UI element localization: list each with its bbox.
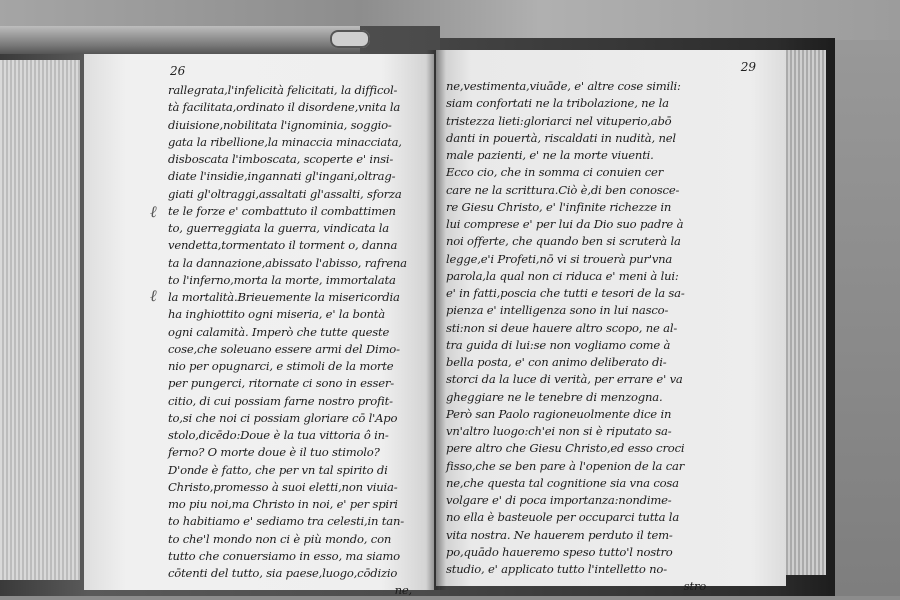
page-number: 26	[170, 64, 186, 78]
text-line: fisso,che se ben pare à l'openion de la car	[446, 458, 685, 473]
text-line: cōtenti del tutto, sia paese,luogo,cōdizio	[168, 566, 398, 580]
text-line: per pungerci, ritornate ci sono in esser-	[168, 376, 394, 391]
text-line: studio, e' applicato tutto l'intelletto no-	[446, 562, 667, 576]
text-line: D'onde è fatto, che per vn tal spirito di	[168, 462, 388, 477]
text-line: nio per opugnarci, e stimoli de la morte	[168, 359, 394, 373]
clasp-icon	[330, 30, 370, 48]
page-edges-right	[780, 50, 826, 575]
text-line: tra guida di lui:se non vogliamo come à	[446, 337, 671, 352]
text-line: Però san Paolo ragioneuolmente dice in	[446, 406, 672, 421]
text-line: care ne la scrittura.Ciò è,di ben conosce-	[446, 182, 680, 197]
text-line: ne,	[394, 583, 412, 598]
text-line: re Giesu Christo, e' l'infinite richezze in	[446, 199, 672, 214]
page-edges-left	[0, 60, 80, 580]
text-line: male pazienti, e' ne la morte viuenti.	[446, 148, 654, 162]
text-line: stolo,dicēdo:Doue è la tua vittoria ô in-	[168, 428, 389, 442]
page-number: 29	[740, 60, 756, 74]
text-line: parola,la qual non ci riduca e' meni à lui:	[446, 268, 679, 283]
text-line: ogni calamità. Imperò che tutte queste	[168, 324, 390, 339]
text-line: cose,che soleuano essere armi del Dimo-	[168, 341, 400, 356]
text-line: danti in pouertà, riscaldati in nudità, nel	[446, 130, 676, 145]
text-line: legge,e'i Profeti,nō vi si trouerà pur'vna	[446, 251, 673, 266]
text-line: volgare e' di poca importanza:nondime-	[446, 493, 672, 507]
margin-mark-icon: ℓ	[150, 286, 157, 305]
text-line: to che'l mondo non ci è più mondo, con	[168, 531, 392, 546]
book-gutter	[426, 50, 446, 590]
text-line: no ella è basteuole per occuparci tutta la	[446, 510, 680, 525]
text-line: storci da la luce di verità, per errare e' va	[446, 372, 683, 387]
text-line: citio, di cui possiam farne nostro profit-	[168, 393, 393, 408]
text-line: ferno? O morte doue è il tuo stimolo?	[168, 445, 380, 460]
text-line: to,si che noi ci possiam gloriare cō l'Apo	[168, 410, 398, 425]
text-line: tutto che conuersiamo in esso, ma siamo	[168, 548, 400, 563]
text-line: tà facilitata,ordinato il disordene,vnita la	[168, 100, 401, 115]
text-line: pere altro che Giesu Christo,ed esso croci	[446, 441, 685, 456]
text-column	[446, 78, 706, 596]
text-line: gata la ribellione,la minaccia minacciata,	[168, 134, 402, 149]
text-line: ne,che questa tal cognitione sia vna cosa	[446, 475, 679, 490]
left-page	[84, 54, 434, 598]
text-line: noi offerte, che quando ben si scruterà la	[446, 234, 681, 249]
text-line: siam confortati ne la tribolazione, ne la	[446, 96, 669, 111]
text-line: bella posta, e' con animo deliberato di-	[446, 355, 667, 369]
text-line: sti:non si deue hauere altro scopo, ne al-	[446, 320, 678, 335]
text-line: vendetta,tormentato il torment o, danna	[168, 238, 398, 253]
text-line: po,quādo haueremo speso tutto'l nostro	[446, 544, 673, 559]
right-page	[436, 50, 786, 594]
text-line: diate l'insidie,ingannati gl'ingani,oltrag-	[168, 169, 396, 184]
book-strap	[0, 26, 360, 54]
text-line: ne,vestimenta,viuāde, e' altre cose simili:	[446, 79, 681, 93]
text-line: rallegrata,l'infelicità felicitati, la difficol-	[168, 83, 398, 97]
text-line: to habitiamo e' sediamo tra celesti,in tan-	[168, 514, 404, 529]
text-line: gheggiare ne le tenebre di menzogna.	[446, 389, 663, 404]
margin-mark-icon: ℓ	[150, 202, 157, 221]
text-line: e' in fatti,poscia che tutti e tesori de la sa-	[446, 286, 685, 300]
text-line: te le forze e' combattuto il combattimen	[168, 203, 396, 218]
text-line: mo piu noi,ma Christo in noi, e' per spiri	[168, 497, 398, 511]
text-line: vita nostra. Ne hauerem perduto il tem-	[446, 527, 673, 542]
text-line: to, guerreggiata la guerra, vindicata la	[168, 221, 389, 235]
text-line: disboscata l'imboscata, scoperte e' insi-	[168, 152, 394, 166]
text-line: lui comprese e' per lui da Dio suo padre à	[446, 217, 684, 231]
text-line: la mortalità.Brieuemente la misericordia	[168, 290, 400, 304]
text-line: Ecco cio, che in somma ci conuien cer	[446, 165, 664, 180]
text-line: diuisione,nobilitata l'ignominia, soggio-	[168, 117, 392, 132]
text-line: pienza e' intelligenza sono in lui nasco-	[446, 303, 669, 318]
text-line: ta la dannazione,abissato l'abisso, rafrena	[168, 255, 407, 270]
text-line: to l'inferno,morta la morte, immortalata	[168, 272, 396, 287]
text-column	[168, 82, 412, 600]
text-line: ha inghiottito ogni miseria, e' la bontà	[168, 307, 385, 322]
text-line: stro	[683, 579, 706, 594]
text-line: giati gl'oltraggi,assaltati gl'assalti, sforza	[168, 186, 402, 201]
text-line: vn'altro luogo:ch'ei non si è riputato sa-	[446, 424, 672, 438]
text-line: tristezza lieti:gloriarci nel vituperio,abō	[446, 113, 672, 128]
text-line: Christo,promesso à suoi eletti,non viuia-	[168, 479, 398, 494]
